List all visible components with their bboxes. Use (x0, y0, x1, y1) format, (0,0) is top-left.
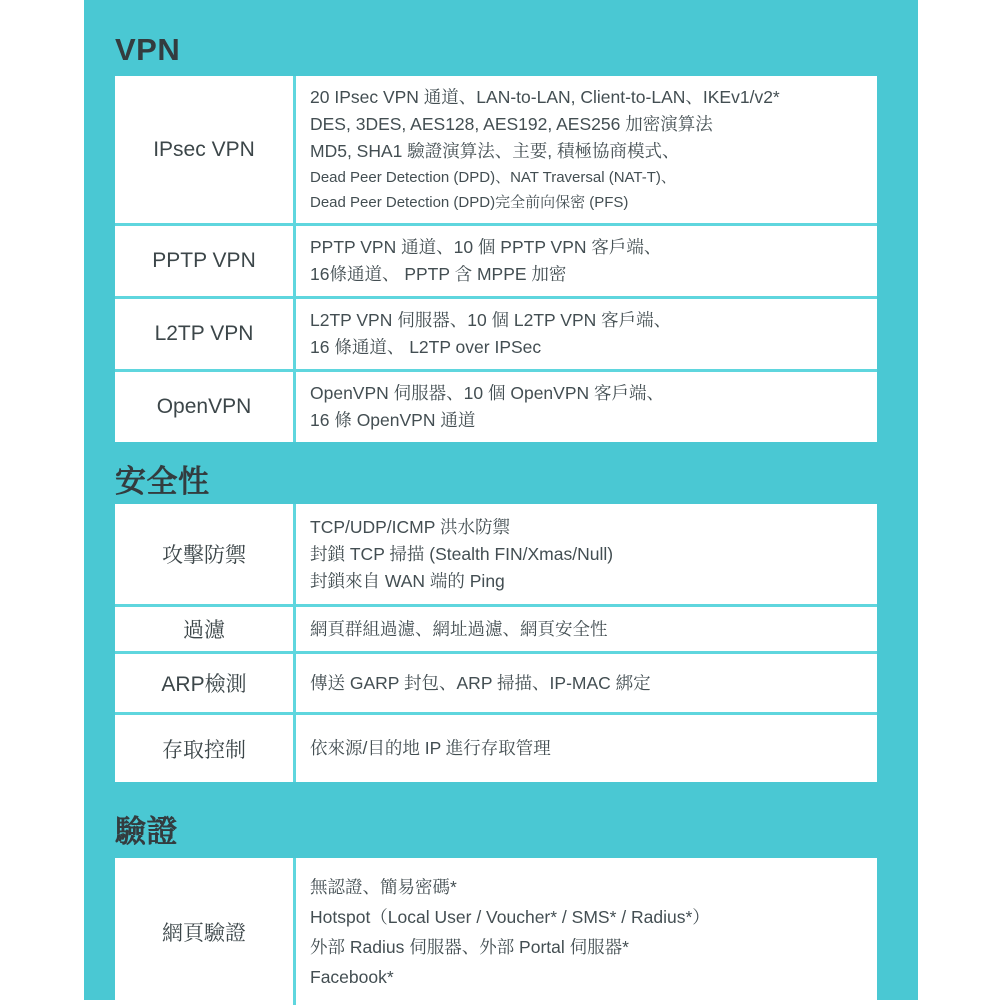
spec-line: DES, 3DES, AES128, AES192, AES256 加密演算法 (310, 114, 713, 134)
spec-line: 無認證、簡易密碼* (310, 876, 457, 897)
spec-line: 傳送 GARP 封包、ARP 掃描、IP-MAC 綁定 (310, 672, 651, 693)
spec-content (84, 34, 877, 1005)
spec-line: 20 IPsec VPN 通道、LAN-to-LAN, Client-to-LAN、IKEv1/v2* (310, 87, 780, 107)
spec-line: 依來源/目的地 IP 進行存取管理 (310, 738, 551, 758)
spec-line: 16 條通道、 L2TP over IPSec (310, 337, 542, 357)
row-label-pptp-vpn: PPTP VPN (115, 226, 296, 296)
row-label-arp-inspection: ARP檢測 (115, 654, 296, 712)
row-content-web-authentication (296, 858, 877, 1005)
spec-line: 網頁群組過濾、網址過濾、網頁安全性 (310, 618, 608, 639)
section-title-security: 安全性 (115, 464, 210, 499)
table-row-filtering (115, 604, 877, 651)
section-title-vpn: VPN (115, 32, 181, 67)
spec-line: PPTP VPN 通道、10 個 PPTP VPN 客戶端、 (310, 237, 662, 257)
spec-table-security (115, 504, 877, 782)
spec-table-vpn (115, 76, 877, 442)
row-label-web-authentication: 網頁驗證 (115, 858, 296, 1005)
row-content-access-control (296, 715, 877, 782)
row-label-openvpn: OpenVPN (115, 372, 296, 442)
spec-line: 16 條 OpenVPN 通道 (310, 410, 476, 430)
row-content-filtering (296, 607, 877, 651)
table-row-ipsec-vpn (115, 76, 877, 223)
row-label-l2tp-vpn: L2TP VPN (115, 299, 296, 369)
spec-line: 16條通道、 PPTP 含 MPPE 加密 (310, 264, 567, 284)
spec-line: 外部 Radius 伺服器、外部 Portal 伺服器* (310, 936, 629, 957)
table-row-web-authentication (115, 858, 877, 1005)
table-row-l2tp-vpn (115, 296, 877, 369)
section-authentication (115, 816, 877, 1005)
spec-line: Dead Peer Detection (DPD)、NAT Traversal (NAT-T)、 (310, 169, 676, 186)
table-row-openvpn (115, 369, 877, 442)
spec-line: Facebook* (310, 966, 394, 987)
section-title-authentication: 驗證 (115, 814, 178, 849)
spec-line: MD5, SHA1 驗證演算法、主要, 積極協商模式、 (310, 141, 680, 161)
row-content-openvpn (296, 372, 877, 442)
row-content-l2tp-vpn (296, 299, 877, 369)
table-row-access-control (115, 712, 877, 782)
spec-line: Dead Peer Detection (DPD)完全前向保密 (PFS) (310, 194, 629, 211)
spec-line: 封鎖 TCP 掃描 (Stealth FIN/Xmas/Null) (310, 543, 614, 564)
section-security (115, 466, 877, 782)
row-label-ipsec-vpn: IPsec VPN (115, 76, 296, 223)
row-label-filtering: 過濾 (115, 607, 296, 651)
table-row-arp-inspection (115, 651, 877, 712)
spec-line: OpenVPN 伺服器、10 個 OpenVPN 客戶端、 (310, 383, 664, 403)
spec-line: L2TP VPN 伺服器、10 個 L2TP VPN 客戶端、 (310, 310, 672, 330)
spec-line: Hotspot（Local User / Voucher* / SMS* / Radius*） (310, 906, 710, 927)
spec-panel (84, 0, 918, 1000)
table-row-attack-defense (115, 504, 877, 604)
spec-line: TCP/UDP/ICMP 洪水防禦 (310, 516, 510, 537)
row-content-attack-defense (296, 504, 877, 604)
row-label-attack-defense: 攻擊防禦 (115, 504, 296, 604)
spec-table-authentication (115, 858, 877, 1005)
row-label-access-control: 存取控制 (115, 715, 296, 782)
row-content-pptp-vpn (296, 226, 877, 296)
spec-line: 封鎖來自 WAN 端的 Ping (310, 570, 505, 591)
table-row-pptp-vpn (115, 223, 877, 296)
row-content-ipsec-vpn (296, 76, 877, 223)
row-content-arp-inspection (296, 654, 877, 712)
section-vpn (115, 34, 877, 442)
